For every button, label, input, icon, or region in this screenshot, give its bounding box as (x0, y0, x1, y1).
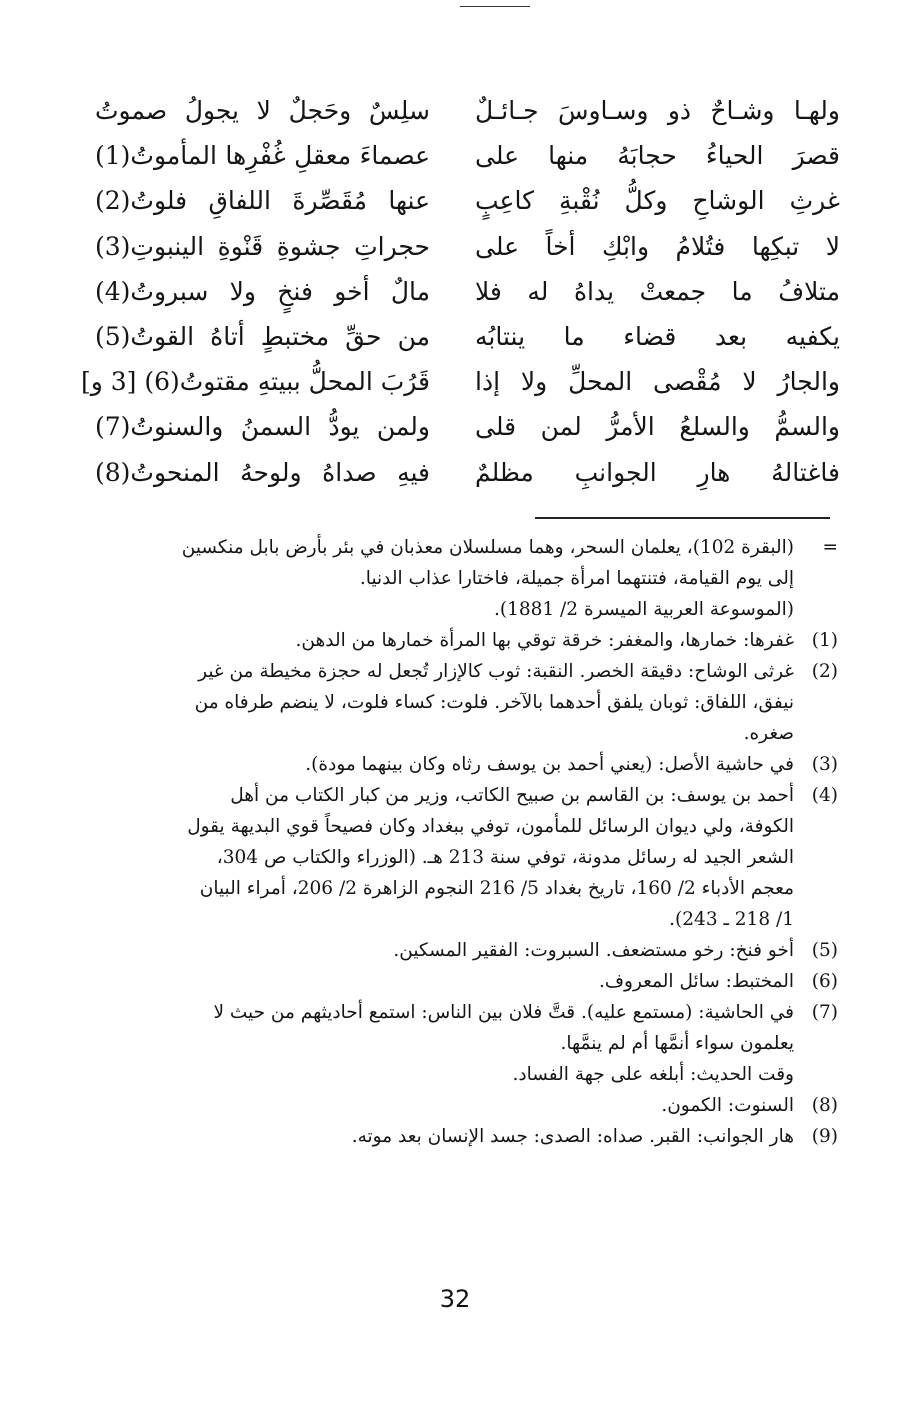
footnote-line: نيفق، اللفاق: ثوبان يلفق أحدهما بالآخر. فلوت: كساء فلوت، لا ينضم طرفاه من (194, 692, 794, 713)
footnote (92, 780, 838, 935)
footnote-line: يعلمون سواء أنمَّها أم لم ينمَّها. (560, 1033, 794, 1054)
verse-second-hemistich: سلِسٌ وحَجلٌ لا يجولُ صموتُ (95, 96, 430, 126)
footnote-line: (الموسوعة العربية الميسرة 2/ 1881). (493, 599, 794, 620)
footnote-text (92, 656, 794, 749)
verse-first-hemistich: والسمُّ والسلعُ الأمرُّ لمن قلى (475, 412, 840, 442)
footnote-number: (2) (811, 661, 838, 682)
footnote (92, 532, 838, 625)
verse-first-hemistich: غرثِ الوشاحِ وكلُّ نُقْبةِ كاعِبٍ (475, 186, 840, 216)
verse-second-hemistich: ولمن يودُّ السمنُ والسنوتُ(7) (95, 412, 430, 442)
verse-first-hemistich: لا تبكِها فتُلامُ وابْكِ أخاً على (475, 231, 840, 261)
footnote-line: الشعر الجيد له رسائل مدونة، توفي سنة 213 هـ. (الوزراء والكتاب ص 304، (216, 847, 794, 868)
footnote-number: (8) (811, 1095, 838, 1116)
footnote-text (92, 532, 794, 625)
footnote-line: (البقرة 102)، يعلمان السحر، وهما مسلسلان معذبان في بئر بأرض بابل منكسين (181, 537, 794, 558)
poem-verse (95, 88, 840, 133)
poem (80, 88, 840, 495)
footnote (92, 749, 838, 780)
footnote-line: المختبط: سائل المعروف. (598, 971, 794, 992)
footnote-line: السنوت: الكمون. (661, 1095, 794, 1116)
footnote-number: (3) (811, 754, 838, 775)
page-number: 32 (439, 1285, 471, 1313)
verse-first-hemistich: فاغتالهُ هارِ الجوانبِ مظلمٌ (475, 457, 840, 487)
footnote-separator (535, 517, 830, 519)
poem-verse (95, 269, 840, 314)
footnote-number: (4) (811, 785, 838, 806)
verse-first-hemistich: قصرَ الحياءُ حجابَهُ منها على (475, 141, 840, 171)
verse-second-hemistich: قَرُبَ المحلُّ ببيتهِ مقتوتُ(6) [3 و] (80, 367, 430, 397)
footnote-text (92, 749, 794, 780)
poem-verse (95, 450, 840, 495)
verse-second-hemistich: عنها مُقَصِّرةَ اللفاقِ فلوتُ(2) (95, 186, 430, 216)
footnote-text (92, 1121, 794, 1152)
footnote-line: في الحاشية: (مستمع عليه). قتَّ فلان بين الناس: استمع أحاديثهم من حيث لا (213, 1002, 794, 1023)
footnote-line: أخو فنخ: رخو مستضعف. السبروت: الفقير المسكين. (393, 940, 794, 961)
footnote-line: أحمد بن يوسف: بن القاسم بن صبيح الكاتب، وزير من كبار الكتاب من أهل (230, 785, 794, 806)
footnote (92, 625, 838, 656)
footnote-number: (9) (811, 1126, 838, 1147)
footnote-line: غفرها: خمارها، والمغفر: خرقة توقي بها المرأة خمارها من الدهن. (295, 630, 794, 651)
footnote (92, 997, 838, 1090)
footnote-line: الكوفة، ولي ديوان الرسائل للمأمون، توفي ببغداد وكان فصيحاً قوي البديهة يقول (187, 816, 794, 837)
footnote-line: صغره. (743, 723, 794, 744)
footnote-line: هار الجوانب: القبر. صداه: الصدى: جسد الإنسان بعد موته. (351, 1126, 794, 1147)
verse-first-hemistich: متلافُ ما جمعتْ يداهُ له فلا (475, 276, 840, 306)
verse-second-hemistich: مالٌ أخو فنخٍ ولا سبروتُ(4) (95, 276, 430, 306)
verse-second-hemistich: من حقِّ مختبطٍ أتاهُ القوتُ(5) (95, 322, 430, 352)
poem-verse (95, 178, 840, 223)
poem-verse (95, 404, 840, 449)
footnote-number: = (822, 537, 838, 558)
verse-first-hemistich: والجارُ لا مُقْصى المحلِّ ولا إذا (475, 367, 840, 397)
footnote-text (92, 935, 794, 966)
footnote-line: 1/ 218 ـ 243). (669, 909, 794, 930)
footnote-text (92, 966, 794, 997)
footnote (92, 935, 838, 966)
footnote-line: إلى يوم القيامة، فتنتهما امرأة جميلة، فاختارا عذاب الدنيا. (359, 568, 794, 589)
footnote (92, 966, 838, 997)
footnote-text (92, 625, 794, 656)
footnote-line: وقت الحديث: أبلغه على جهة الفساد. (512, 1064, 794, 1085)
footnote-line: في حاشية الأصل: (يعني أحمد بن يوسف رثاه وكان بينهما مودة). (305, 754, 794, 775)
footnote-number: (5) (811, 940, 838, 961)
footnote-line: معجم الأدباء 2/ 160، تاريخ بغداد 5/ 216 النجوم الزاهرة 2/ 206، أمراء البيان (199, 878, 794, 899)
poem-verse (95, 133, 840, 178)
footnote-number: (6) (811, 971, 838, 992)
footnote-line: غرثى الوشاح: دقيقة الخصر. النقبة: ثوب كالإزار تُجعل له حجزة مخيطة من غير (198, 661, 794, 682)
poem-verse (80, 359, 840, 404)
footnote-text (92, 997, 794, 1090)
footnote-number: (7) (811, 1002, 838, 1023)
verse-second-hemistich: حجراتِ جشوةِ قَنْوةِ الينبوتِ(3) (95, 231, 430, 261)
verse-second-hemistich: عصماءَ معقلِ غُفْرِها المأموتُ(1) (95, 141, 430, 171)
footnote-text (92, 780, 794, 935)
poem-verse (95, 224, 840, 269)
verse-first-hemistich: ولهـا وشـاحٌ ذو وسـاوسَ جـائـلٌ (475, 96, 840, 126)
poem-verse (95, 314, 840, 359)
footnote-number: (1) (811, 630, 838, 651)
footnote (92, 1121, 838, 1152)
top-rule (460, 6, 530, 7)
footnote-text (92, 1090, 794, 1121)
footnotes (92, 532, 838, 1152)
footnote (92, 1090, 838, 1121)
verse-second-hemistich: فيهِ صداهُ ولوحهُ المنحوتُ(8) (95, 457, 430, 487)
verse-first-hemistich: يكفيه بعد قضاء ما ينتابُه (475, 322, 840, 352)
footnote (92, 656, 838, 749)
